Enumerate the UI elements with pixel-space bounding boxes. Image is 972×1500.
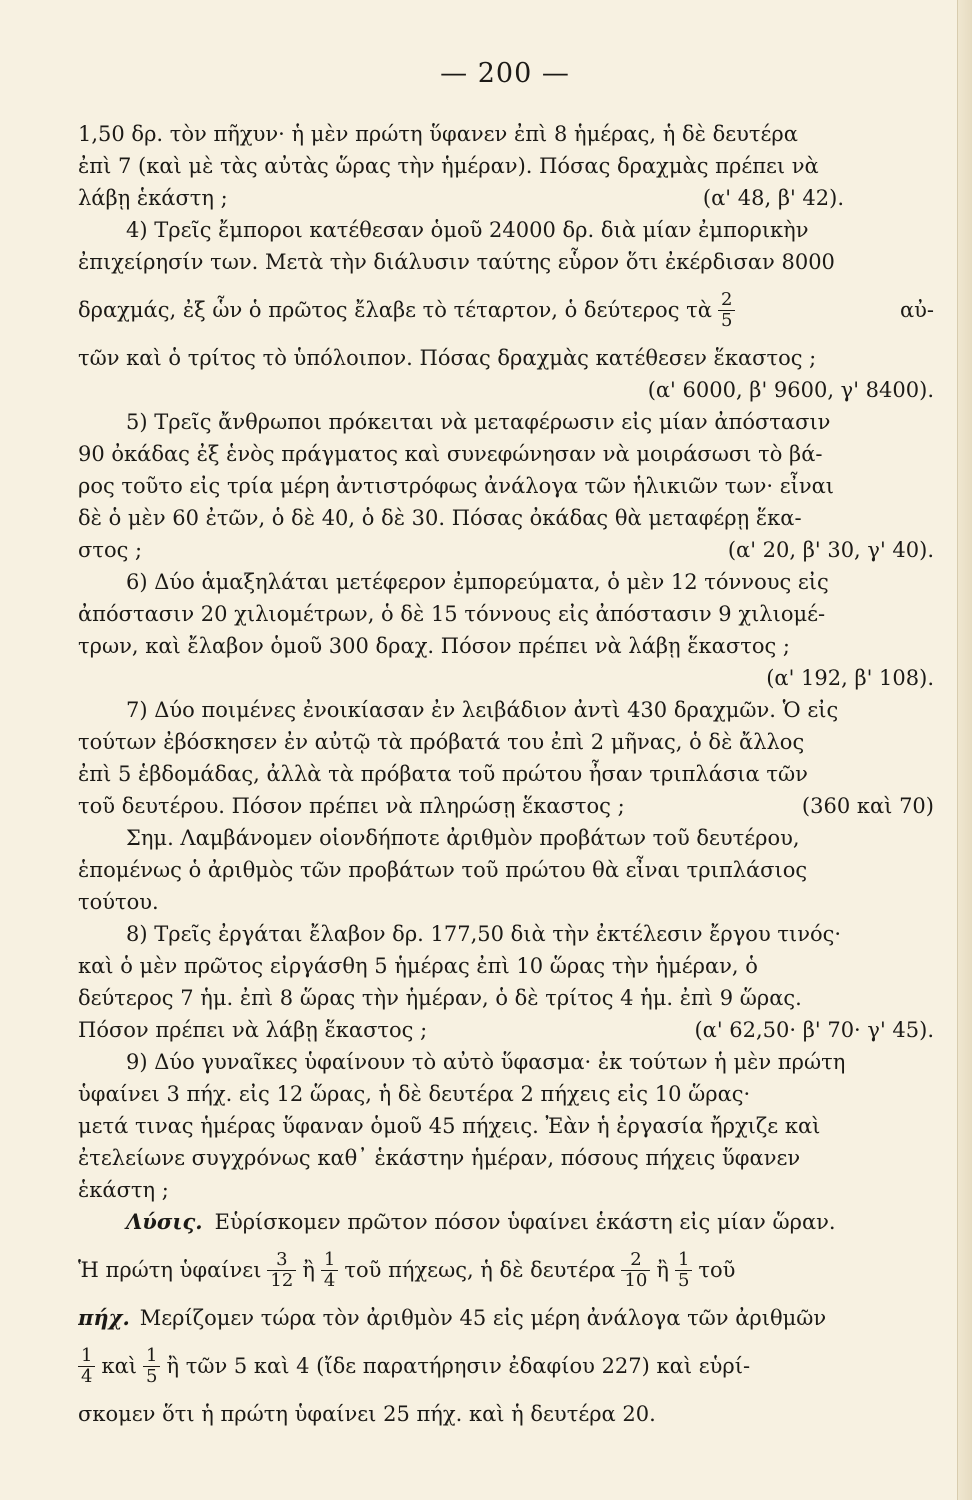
text-line: σκομεν ὅτι ἡ πρώτη ὑφαίνει 25 πήχ. καὶ ἡ δευτέρα 20. [78,1402,656,1426]
text-line [78,790,934,822]
text-line: καὶ ὁ μὲν πρῶτος εἰργάσθη 5 ἡμέρας ἐπὶ 10 ὥρας τὴν ἡμέραν, ὁ [78,954,758,978]
page-edge [957,0,972,1500]
answer: (α' 48, β' 42). [702,186,844,210]
line-text: ἢ [302,1258,315,1282]
problem-9: 9) Δύο γυναῖκες ὑφαίνουν τὸ αὐτὸ ὕφασμα· ἐκ τούτων ἡ μὲν πρώτη [126,1050,846,1074]
text-line: ὑφαίνει 3 πήχ. εἰς 12 ὥρας, ἡ δὲ δευτέρα 2 πήχεις εἰς 10 ὥρας· [78,1082,751,1106]
answer: (α' 62,50· β' 70· γ' 45). [694,1018,934,1042]
text-line: 90 ὀκάδας ἐξ ἑνὸς πράγματος καὶ συνεφώνησαν νὰ μοιράσωσι τὸ βά- [78,442,823,466]
page-number: — 200 — [440,58,570,89]
text-line: ἐπὶ 5 ἑβδομάδας, ἀλλὰ τὰ πρόβατα τοῦ πρώτου ἦσαν τριπλάσια τῶν [78,762,808,786]
fraction: $\frac{1}{4}$ [321,1251,338,1290]
line-text: πήχ. [78,1305,130,1330]
fraction: $\frac{2}{10}$ [621,1251,650,1290]
line-text: καὶ [101,1354,137,1378]
line-text: τοῦ πήχεως, ἡ δὲ δευτέρα [344,1258,616,1282]
line-text: στος ; [78,538,143,562]
answer: (α' 20, β' 30, γ' 40). [727,538,934,562]
text-line: τούτων ἐβόσκησεν ἐν αὐτῷ τὰ πρόβατά του ἐπὶ 2 μῆνας, ὁ δὲ ἄλλος [78,730,805,754]
line-text: Πόσον πρέπει νὰ λάβῃ ἕκαστος ; [78,1018,428,1042]
solution-label: Λύσις. [126,1209,203,1234]
line-text: λάβῃ ἑκάστη ; [78,186,228,210]
text-line: δὲ ὁ μὲν 60 ἐτῶν, ὁ δὲ 40, ὁ δὲ 30. Πόσας ὀκάδας θὰ μεταφέρῃ ἕκα- [78,506,802,530]
text-line: 1,50 δρ. τὸν πῆχυν· ἡ μὲν πρώτη ὕφανεν ἐπὶ 8 ἡμέρας, ἡ δὲ δευτέρα [78,122,798,146]
text-line [78,1302,934,1334]
problem-8: 8) Τρεῖς ἐργάται ἔλαβον δρ. 177,50 διὰ τὴν ἐκτέλεσιν ἔργου τινός· [126,922,842,946]
line-text: τοῦ δευτέρου. Πόσον πρέπει νὰ πληρώσῃ ἕκαστος ; [78,794,625,818]
note: Σημ. Λαμβάνομεν οἱονδήποτε ἀριθμὸν προβάτων τοῦ δευτέρου, [126,826,800,850]
line-text: Εὑρίσκομεν πρῶτον πόσον ὑφαίνει ἑκάστη εἰς μίαν ὥραν. [214,1210,836,1234]
text-line: τρων, καὶ ἔλαβον ὁμοῦ 300 δραχ. Πόσον πρέπει νὰ λάβῃ ἕκαστος ; [78,634,790,658]
line-text: τοῦ [698,1258,736,1282]
solution-line [78,1206,934,1238]
text-line: ἑκάστη ; [78,1178,169,1202]
fraction: $\frac{1}{5}$ [675,1251,692,1290]
text-line: μετά τινας ἡμέρας ὕφαναν ὁμοῦ 45 πήχεις. Ἐὰν ἡ ἐργασία ἤρχιζε καὶ [78,1114,821,1138]
text-line: ἑπομένως ὁ ἀριθμὸς τῶν προβάτων τοῦ πρώτου θὰ εἶναι τριπλάσιος [78,858,808,882]
text-line [78,534,934,566]
text-line [78,182,934,214]
problem-4: 4) Τρεῖς ἔμποροι κατέθεσαν ὁμοῦ 24000 δρ. διὰ μίαν ἐμπορικὴν [126,218,809,242]
line-text: Ἡ πρώτη ὑφαίνει [78,1258,262,1282]
line-text: ἢ τῶν 5 καὶ 4 (ἴδε παρατήρησιν ἐδαφίου 227) καὶ εὑρί- [166,1354,751,1378]
page-body [78,118,934,1430]
text-line: ἐπιχείρησίν των. Μετὰ τὴν διάλυσιν ταύτης εὗρον ὅτι ἐκέρδισαν 8000 [78,250,835,274]
text-line: δεύτερος 7 ἡμ. ἐπὶ 8 ὥρας τὴν ἡμέραν, ὁ δὲ τρίτος 4 ἡμ. ἐπὶ 9 ὥρας. [78,986,802,1010]
problem-5: 5) Τρεῖς ἄνθρωποι πρόκειται νὰ μεταφέρωσιν εἰς μίαν ἀπόστασιν [126,410,831,434]
text-line: ἐπὶ 7 (καὶ μὲ τὰς αὐτὰς ὥρας τὴν ἡμέραν). Πόσας δραχμὰς πρέπει νὰ [78,154,819,178]
text-line: ἀπόστασιν 20 χιλιομέτρων, ὁ δὲ 15 τόννους εἰς ἀπόστασιν 9 χιλιομέ- [78,602,826,626]
answer: (α' 6000, β' 9600, γ' 8400). [647,378,934,402]
text-line [78,662,934,694]
text-line [78,1014,934,1046]
problem-7: 7) Δύο ποιμένες ἐνοικίασαν ἐν λειβάδιον ἀντὶ 430 δραχμῶν. Ὁ εἰς [126,698,839,722]
text-line: ἐτελείωνε συγχρόνως καθ᾽ ἑκάστην ἡμέραν, πόσους πήχεις ὕφανεν [78,1146,801,1170]
answer: (360 καὶ 70) [801,794,934,818]
line-text: ἢ [656,1258,669,1282]
text-line: τούτου. [78,890,159,914]
text-line [78,1238,934,1302]
line-text: δραχμάς, ἐξ ὧν ὁ πρῶτος ἔλαβε τὸ τέταρτον, ὁ δεύτερος τὰ [78,298,712,322]
line-text: αὐ- [899,298,934,322]
text-line [78,374,934,406]
text-line: τῶν καὶ ὁ τρίτος τὸ ὑπόλοιπον. Πόσας δραχμὰς κατέθεσεν ἕκαστος ; [78,346,817,370]
answer: (α' 192, β' 108). [766,666,934,690]
fraction: $\frac{3}{12}$ [267,1251,296,1290]
problem-6: 6) Δύο ἁμαξηλάται μετέφερον ἐμπορεύματα, ὁ μὲν 12 τόννους εἰς [126,570,829,594]
fraction: $\frac{1}{5}$ [143,1347,160,1386]
text-line: ρος τοῦτο εἰς τρία μέρη ἀντιστρόφως ἀνάλογα τῶν ἡλικιῶν των· εἶναι [78,474,834,498]
text-line [78,1334,934,1398]
line-text: Μερίζομεν τώρα τὸν ἀριθμὸν 45 εἰς μέρη ἀνάλογα τῶν ἀριθμῶν [139,1306,827,1330]
text-line [78,278,934,342]
fraction: $\frac{1}{4}$ [78,1347,95,1386]
fraction: $\frac{2}{5}$ [718,291,735,330]
